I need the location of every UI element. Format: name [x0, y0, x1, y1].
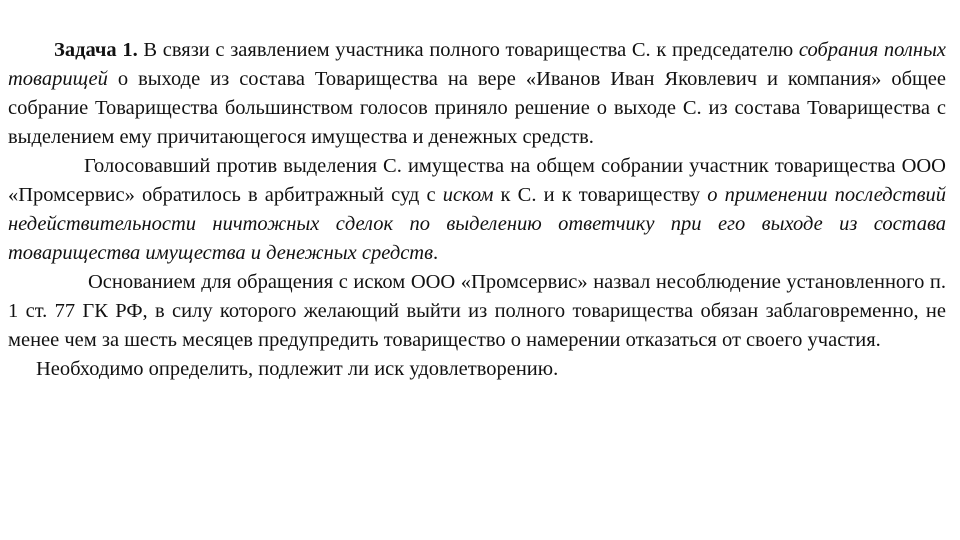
- paragraph-2: [8, 152, 946, 268]
- paragraph-1-intro: В связи с заявлением участника полного товарищества С. к председателю: [137, 39, 799, 61]
- paragraph-2-claim: иском: [442, 184, 494, 206]
- paragraph-1: [8, 36, 946, 152]
- task-heading: Задача 1.: [54, 39, 138, 61]
- paragraph-2-subject: о применении последствий недействительности ничтожных сделок по выделению ответчику при его выходе из состава товарищества имущества и денежных средств: [8, 184, 946, 264]
- paragraph-2-intro: Голосовавший против выделения С. имущества на общем собрании участник товарищества ООО «Промсервис» обратилось в арбитражный суд с: [8, 155, 946, 206]
- task-text: [8, 36, 946, 384]
- paragraph-3: Основанием для обращения с иском ООО «Промсервис» назвал несоблюдение установленного п. 1 ст. 77 ГК РФ, в силу которого желающий выйти из полного товарищества обязан заблаговременно, не менее чем за шесть месяцев предупредить товарищество о намерении отказаться от своего участия.: [8, 271, 946, 351]
- paragraph-1-rest: о выходе из состава Товарищества на вере «Иванов Иван Яковлевич и компания» общее собрание Товарищества большинством голосов приняло решение о выходе С. из состава Товарищества с выделением ему причитающегося имущества и денежных средств.: [8, 68, 946, 148]
- paragraph-4-question: Необходимо определить, подлежит ли иск удовлетворению.: [36, 358, 559, 380]
- paragraph-1-italic: собрания полных товарищей: [8, 39, 946, 90]
- paragraph-2-mid: к С. и к товариществу: [493, 184, 708, 206]
- paragraph-2-end: .: [433, 242, 439, 264]
